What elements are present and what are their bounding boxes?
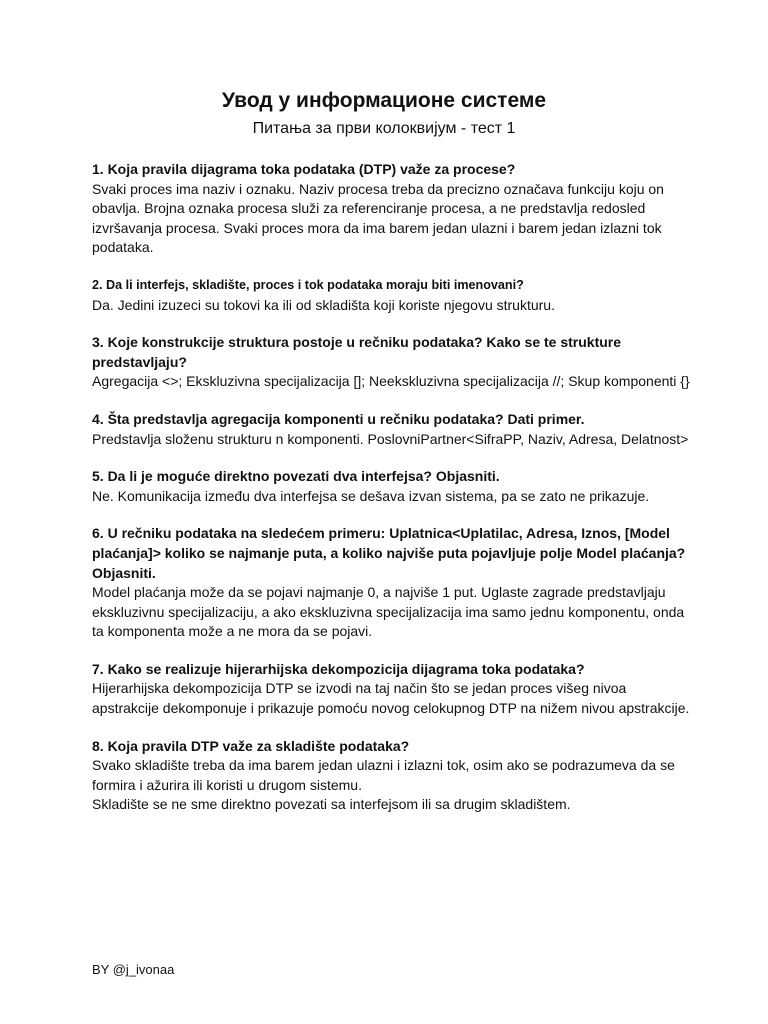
question-block-6: [92, 524, 692, 642]
question-text: 7. Kako se realizuje hijerarhijska dekompozicija dijagrama toka podataka?: [92, 660, 585, 677]
question-block-5: [92, 467, 692, 506]
question-block-7: [92, 660, 692, 719]
question-block-2: [92, 276, 692, 315]
question-block-4: [92, 410, 692, 449]
document-subtitle: Питања за први колоквијум - тест 1: [252, 120, 516, 137]
question-block-8: [92, 737, 692, 815]
answer-text: Ne. Komunikacija između dva interfejsa se dešava izvan sistema, pa se zato ne prikazuje.: [92, 487, 650, 504]
answer-text: Svaki proces ima naziv i oznaku. Naziv procesa treba da precizno označava funkciju koju on obavlja. Brojna oznaka procesa služi za referenciranje procesa, a ne predstavlja redosled izvršavanja procesa. Svaki proces mora da ima barem jedan ulazni i barem jedan izlazni tok podataka.: [92, 180, 664, 256]
answer-text: Model plaćanja može da se pojavi najmanje 0, a najviše 1 put. Uglaste zagrade predstavljaju ekskluzivnu specijalizaciju, a ako ekskluzivna specijalizacija ima samo jednu komponentu, onda ta komponenta može a ne mora da se pojavi.: [92, 584, 685, 640]
question-text: 5. Da li je moguće direktno povezati dva interfejsa? Objasniti.: [92, 468, 500, 485]
answer-text-continued: Skladište se ne sme direktno povezati sa interfejsom ili sa drugim skladištem.: [92, 796, 571, 813]
question-text: 8. Koja pravila DTP važe za skladište podataka?: [92, 737, 410, 754]
answer-text: Da. Jedini izuzeci su tokovi ka ili od skladišta koji koriste njegovu strukturu.: [92, 296, 555, 313]
question-text: 4. Šta predstavlja agregacija komponenti u rečniku podataka? Dati primer.: [92, 410, 585, 427]
question-block-1: [92, 160, 692, 258]
answer-text: Svako skladište treba da ima barem jedan ulazni i izlazni tok, osim ako se podrazumeva da se formira i ažurira ili koristi u drugom sistemu.: [92, 757, 675, 793]
question-text: 1. Koja pravila dijagrama toka podataka (DTP) važe za procese?: [92, 161, 516, 177]
answer-text: Hijerarhijska dekompozicija DTP se izvodi na taj način što se jedan proces višeg nivoa apstrakcije dekomponuje i prikazuje pomoću novog celokupnog DTP na nižem nivou apstrakcije.: [92, 680, 690, 717]
document-title: Увод у информационе системе: [221, 89, 547, 112]
question-text: 2. Da li interfejs, skladište, proces i tok podataka moraju biti imenovani?: [92, 277, 524, 292]
question-list: [92, 160, 692, 833]
question-text: 3. Koje konstrukcije struktura postoje u rečniku podataka? Kako se te strukture predstavljaju?: [92, 334, 622, 370]
question-text: 6. U rečniku podataka na sledećem primeru: Uplatnica<Uplatilac, Adresa, Iznos, [Model plaćanja]> koliko se najmanje puta, a koliko najviše puta pojavljuje polje Model plaćanja? Objasniti.: [92, 525, 686, 581]
author-footer: BY @j_ivonaa: [92, 962, 175, 977]
answer-text: Agregacija <>; Ekskluzivna specijalizacija []; Neekskluzivna specijalizacija //; Skup komponenti {}: [92, 373, 690, 390]
question-block-3: [92, 333, 692, 392]
answer-text: Predstavlja složenu strukturu n komponenti. PoslovniPartner<SifraPP, Naziv, Adresa, Delatnost>: [92, 430, 689, 447]
